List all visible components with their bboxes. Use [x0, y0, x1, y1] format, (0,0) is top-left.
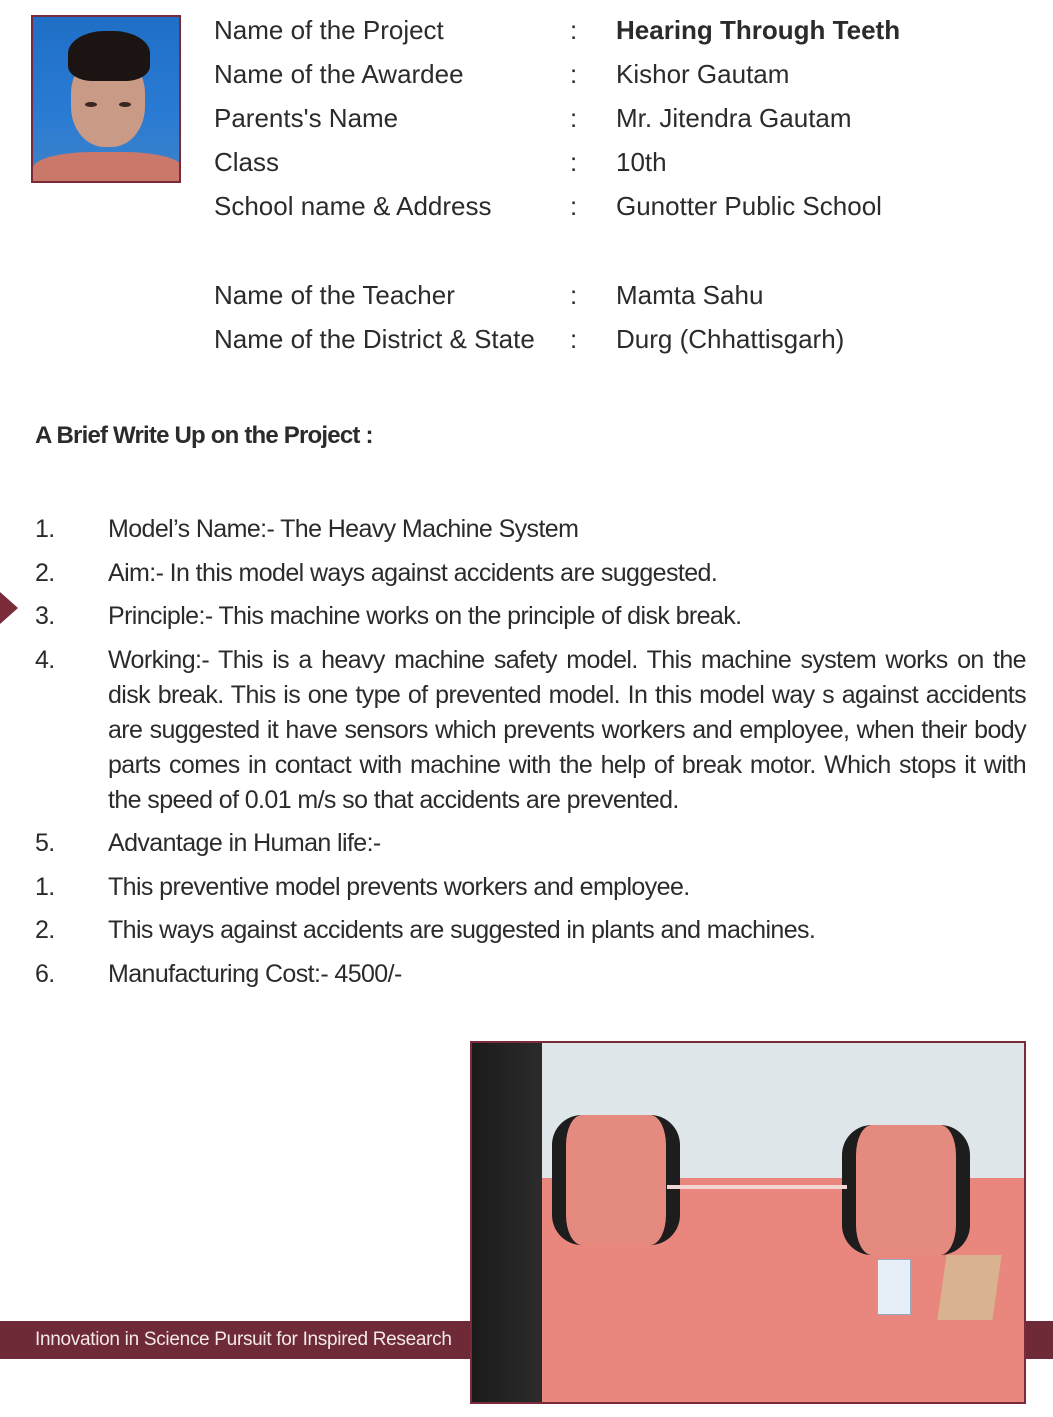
- project-name: Hearing Through Teeth: [616, 15, 901, 45]
- district-state: Durg (Chhattisgarh): [616, 324, 845, 354]
- photo-shirt: [33, 152, 181, 183]
- info-colon: :: [570, 59, 578, 89]
- item-number: 4.: [35, 646, 55, 674]
- info-colon: :: [570, 147, 578, 177]
- item-number: 2.: [35, 559, 55, 587]
- awardee-photo: [31, 15, 181, 183]
- item-number: 3.: [35, 602, 55, 630]
- parent-name: Mr. Jitendra Gautam: [616, 103, 852, 133]
- model-photo: [470, 1041, 1026, 1404]
- photo-hair: [68, 31, 150, 81]
- info-colon: :: [570, 191, 578, 221]
- item-number: 1.: [35, 515, 55, 543]
- info-label: Class: [214, 147, 280, 177]
- info-colon: :: [570, 324, 578, 354]
- info-label: School name & Address: [214, 191, 492, 221]
- photo-eye: [119, 102, 131, 107]
- class-value: 10th: [616, 147, 667, 177]
- arrow-marker-icon: [0, 592, 18, 624]
- photo-shaft: [667, 1185, 847, 1189]
- photo-battery: [877, 1259, 911, 1315]
- item-number: 6.: [35, 960, 55, 988]
- item-text: Principle:- This machine works on the principle of disk break.: [108, 602, 742, 630]
- info-colon: :: [570, 103, 578, 133]
- photo-drum-left: [552, 1115, 680, 1245]
- awardee-name: Kishor Gautam: [616, 59, 790, 89]
- info-label: Name of the District & State: [214, 324, 535, 354]
- item-number: 1.: [35, 873, 55, 901]
- item-text: Manufacturing Cost:- 4500/-: [108, 960, 402, 988]
- item-number: 5.: [35, 829, 55, 857]
- info-label: Name of the Project: [214, 15, 444, 45]
- school-name: Gunotter Public School: [616, 191, 882, 221]
- item-text: Working:- This is a heavy machine safety model. This machine system works on the disk break. This is one type of prevented model. In this model way s against accidents are suggested it have sensors which prevents workers and employee, when their body parts comes in contact with machine with the help of break motor. Which stops it with the speed of 0.01 m/s so that accidents are prevented.: [108, 646, 1026, 814]
- item-text: Aim:- In this model ways against accidents are suggested.: [108, 559, 718, 587]
- item-text: Model’s Name:- The Heavy Machine System: [108, 515, 579, 543]
- teacher-name: Mamta Sahu: [616, 280, 764, 310]
- footer-tagline: Innovation in Science Pursuit for Inspired Research: [35, 1329, 452, 1350]
- info-label: Parents's Name: [214, 103, 399, 133]
- photo-dark-edge: [472, 1043, 542, 1402]
- info-label: Name of the Teacher: [214, 280, 455, 310]
- info-colon: :: [570, 280, 578, 310]
- photo-drum-right: [842, 1125, 970, 1255]
- item-text: This preventive model prevents workers and employee.: [108, 873, 690, 901]
- item-text: Advantage in Human life:-: [108, 829, 381, 857]
- info-colon: :: [570, 15, 578, 45]
- info-label: Name of the Awardee: [214, 59, 464, 89]
- item-number: 2.: [35, 916, 55, 944]
- item-text: This ways against accidents are suggested in plants and machines.: [108, 916, 816, 944]
- photo-eye: [85, 102, 97, 107]
- photo-circuit-board: [937, 1255, 1001, 1320]
- writeup-title: A Brief Write Up on the Project :: [35, 422, 373, 449]
